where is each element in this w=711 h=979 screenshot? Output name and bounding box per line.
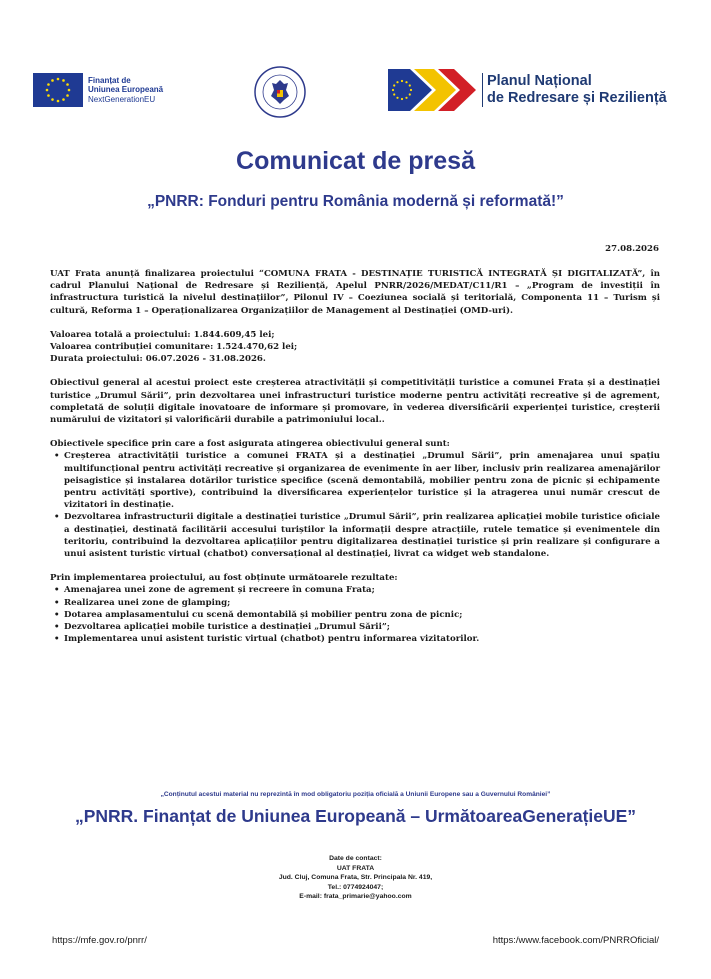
star-mark: [57, 78, 60, 81]
header-logos: [0, 66, 711, 116]
contact-phone: Tel.: 0774924047;: [327, 883, 384, 891]
value-total: Valoarea totală a proiectului: 1.844.609,45 lei;: [50, 329, 275, 340]
star-mark: [410, 89, 412, 91]
footer-link-mfe[interactable]: https://mfe.gov.ro/pnrr/: [52, 935, 147, 946]
results-heading: Prin implementarea proiectului, au fost obținute următoarele rezultate:: [50, 573, 398, 584]
star-mark: [66, 94, 69, 97]
star-mark: [62, 98, 65, 101]
list-item: • Dezvoltarea aplicației mobile turistice a destinației „Drumul Sării”;: [50, 621, 660, 633]
list-item: • Dotarea amplasamentului cu scenă demontabilă și mobilier pentru zona de picnic;: [50, 609, 660, 621]
pnrr-line-2: de Redresare și Reziliență: [487, 90, 667, 106]
intro-paragraph: UAT Frata anunță finalizarea proiectului “COMUNA FRATA - DESTINAȚIE TURISTICĂ INTEGRATĂ ȘI DIGITALIZATĂ”, în cadrul Planului Național de Redresare și Reziliență, Apelul PNRR/2026/MEDAT/C11/R1 – „Program de investiții în infrastructura turistică la nivelul destinațiilor”, Pilonul IV – Coeziunea socială și teritorială, Componenta 11 – Turism și cultură, Reforma 1 – Operaționalizarea Organizațiilor de Management al Destinației (OMD-uri).: [50, 269, 660, 316]
star-mark: [405, 81, 407, 83]
star-mark: [393, 93, 395, 95]
contact-address: Jud. Cluj, Comuna Frata, Str. Principala Nr. 419,: [278, 874, 433, 881]
star-mark: [409, 84, 411, 86]
specific-list: [50, 450, 660, 560]
pnrr-logo: [388, 69, 667, 111]
footer-link-facebook[interactable]: https:/www.facebook.com/PNRROficial/: [492, 935, 659, 946]
contact-heading: Date de contact:: [329, 855, 382, 862]
pnrr-logo-text: [482, 73, 667, 107]
star-mark: [57, 100, 60, 103]
star-mark: [401, 80, 403, 82]
contact-name: UAT FRATA: [336, 864, 375, 872]
star-mark: [51, 98, 54, 101]
press-date: 27.08.2026: [605, 244, 659, 254]
star-mark: [405, 97, 407, 99]
contact-email[interactable]: E-mail: frata_primarie@yahoo.com: [299, 893, 412, 900]
page-title: Comunicat de presă: [236, 147, 475, 175]
star-mark: [46, 89, 49, 92]
star-mark: [401, 98, 403, 100]
eu-funding-logo: [33, 73, 163, 107]
eu-line-2: Uniunea Europeană: [88, 85, 164, 95]
press-body: [50, 268, 660, 645]
star-mark: [51, 79, 54, 82]
results-list: [50, 584, 660, 645]
star-mark: [47, 83, 50, 86]
star-mark: [393, 84, 395, 86]
star-mark: [66, 83, 69, 86]
value-community: Valoarea contribuției comunitare: 1.524.470,62 lei;: [50, 342, 298, 353]
general-objective: Obiectivul general al acestui proiect este creșterea atractivității și competitivității turistice a comunei Frata și a destinației turistice „Drumul Sării”, prin dezvoltarea unei infrastructuri turistice moderne pentru activități recreative și de agrement, completată de soluții digitale inovatoare de informare și promovare, în vederea diversificării experienței turistice, creșterii numărului de vizitatori și valorificării durabile a patrimoniului local..: [50, 378, 660, 426]
eu-line-3: NextGenerationEU: [88, 94, 156, 104]
list-item: • Realizarea unei zone de glamping;: [50, 597, 660, 609]
disclaimer: „Conținutul acestui material nu reprezintă în mod obligatoriu poziția oficială a Uniunii Europene sau a Guvernului României”: [160, 791, 551, 798]
guvernul-romaniei-seal: [254, 66, 306, 118]
star-mark: [396, 97, 398, 99]
page-subtitle: „PNRR: Fonduri pentru România modernă și reformată!”: [147, 193, 564, 210]
slogan: „PNRR. Finanțat de Uniunea Europeană – UrmătoareaGenerațieUE”: [74, 806, 637, 826]
specific-heading: Obiectivele specifice prin care a fost asigurata atingerea obiectivului general sunt:: [50, 439, 450, 450]
eu-funding-text: [88, 76, 163, 105]
list-item: • Implementarea unui asistent turistic virtual (chatbot) pentru informarea vizitatorilor.: [50, 633, 660, 645]
project-duration: Durata proiectului: 06.07.2026 - 31.08.2026.: [50, 354, 266, 365]
star-mark: [47, 94, 50, 97]
list-item: • Amenajarea unei zone de agrement și recreere în comuna Frata;: [50, 584, 660, 596]
pnrr-line-1: Planul Național: [487, 73, 592, 89]
list-item: • Dezvoltarea infrastructurii digitale a destinației turistice „Drumul Sării”, prin realizarea aplicației mobile turistice oficiale a destinației, destinată facilitării accesului turiștilor la informații despre atracțiile, rutele tematice și evenimentele din teritoriu, contribuind la dezvoltarea aplicațiilor pentru digitalizarea destinației turistice și prin realizare și configurare a unui asistent turistic virtual (chatbot) conversațional al destinației, livrat ca widget web standalone.: [50, 511, 660, 560]
contact-block: [0, 854, 711, 902]
star-mark: [68, 89, 71, 92]
eu-line-1: Finanțat de: [88, 75, 131, 85]
pnrr-arrows-icon: [388, 69, 476, 111]
star-mark: [409, 93, 411, 95]
eu-flag-icon: [33, 73, 83, 107]
star-mark: [392, 89, 394, 91]
star-mark: [62, 79, 65, 82]
list-item: • Creșterea atractivității turistice a comunei FRATA și a destinației „Drumul Sării”, prin amenajarea unui spațiu multifuncțional pentru activități recreative și organizarea de evenimente în aer liber, inclusiv prin realizarea amenajărilor peisagistice și instalarea dotărilor turistice specifice (scenă demontabilă, mobilier pentru zona de picnic și echipamente pentru activități sportive), contribuind la diversificarea experiențelor turistice și la atragerea unui număr crescut de vizitatori în destinație.: [50, 450, 660, 511]
star-mark: [396, 81, 398, 83]
